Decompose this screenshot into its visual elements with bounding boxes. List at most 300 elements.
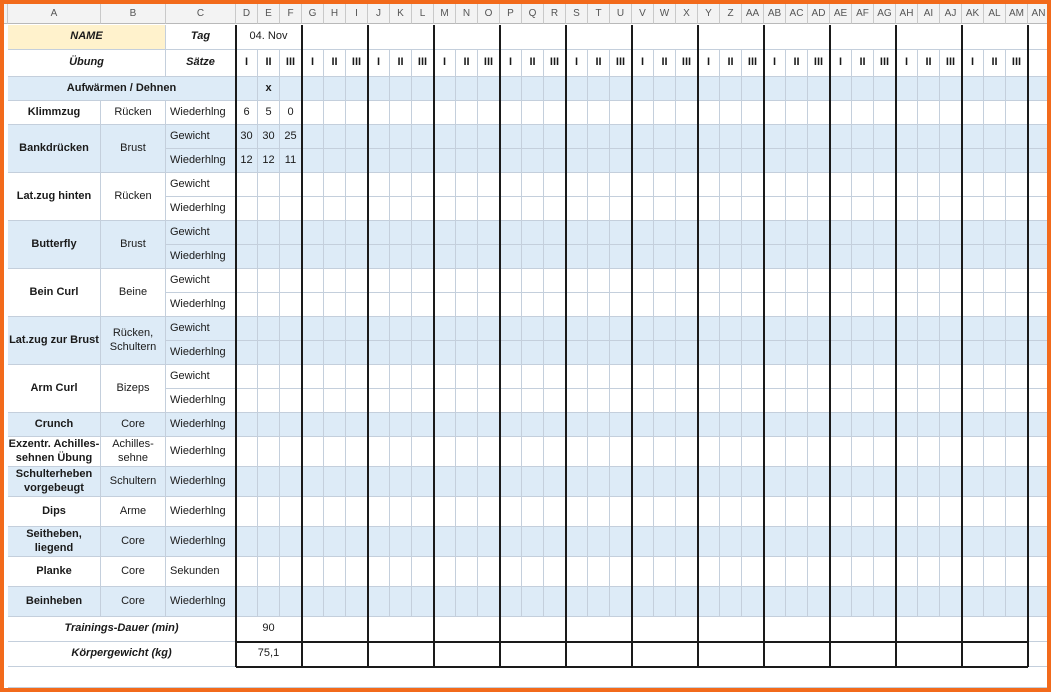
value-cell[interactable] (588, 173, 610, 197)
date-cell-empty[interactable] (830, 25, 896, 50)
value-cell[interactable] (390, 413, 412, 437)
value-cell[interactable] (478, 365, 500, 389)
value-cell[interactable] (236, 293, 258, 317)
value-cell[interactable] (258, 467, 280, 497)
value-cell[interactable] (720, 437, 742, 467)
value-cell[interactable] (412, 293, 434, 317)
value-cell[interactable] (500, 293, 522, 317)
set-header[interactable]: III (874, 50, 896, 77)
value-cell[interactable] (236, 341, 258, 365)
set-header[interactable]: III (742, 50, 764, 77)
set-header[interactable]: III (280, 50, 302, 77)
value-cell[interactable] (940, 173, 962, 197)
value-cell[interactable] (544, 245, 566, 269)
value-cell[interactable] (632, 365, 654, 389)
value-cell[interactable] (434, 527, 456, 557)
set-header[interactable]: II (720, 50, 742, 77)
warmup-cell[interactable] (632, 77, 654, 101)
value-cell[interactable] (984, 317, 1006, 341)
value-cell[interactable] (676, 197, 698, 221)
bodyweight-cell-empty[interactable] (632, 642, 698, 667)
value-cell[interactable] (632, 497, 654, 527)
value-cell[interactable] (610, 245, 632, 269)
value-cell[interactable] (962, 557, 984, 587)
bodyweight-cell-empty[interactable] (302, 642, 368, 667)
value-cell[interactable] (478, 557, 500, 587)
value-cell[interactable] (852, 293, 874, 317)
value-cell[interactable] (522, 149, 544, 173)
value-cell[interactable] (280, 365, 302, 389)
duration-label[interactable]: Trainings-Dauer (min) (8, 617, 236, 642)
value-cell[interactable] (478, 437, 500, 467)
warmup-cell[interactable] (390, 77, 412, 101)
value-cell[interactable] (830, 269, 852, 293)
value-cell[interactable] (940, 269, 962, 293)
column-header[interactable]: AH (896, 4, 918, 24)
value-cell[interactable] (434, 245, 456, 269)
uebung-label[interactable]: Übung (8, 50, 166, 77)
metric-label[interactable]: Wiederhlng (166, 245, 236, 269)
value-cell[interactable] (368, 101, 390, 125)
metric-label[interactable]: Wiederhlng (166, 293, 236, 317)
value-cell[interactable] (764, 221, 786, 245)
value-cell[interactable] (522, 221, 544, 245)
value-cell[interactable] (500, 437, 522, 467)
set-header[interactable]: II (918, 50, 940, 77)
warmup-cell[interactable] (654, 77, 676, 101)
date-cell-empty[interactable] (302, 25, 368, 50)
value-cell[interactable] (940, 293, 962, 317)
column-header[interactable]: H (324, 4, 346, 24)
value-cell[interactable] (918, 221, 940, 245)
value-cell[interactable] (566, 341, 588, 365)
value-cell[interactable] (632, 437, 654, 467)
bodyweight-cell-empty[interactable] (830, 642, 896, 667)
value-cell[interactable] (280, 197, 302, 221)
value-cell[interactable] (654, 467, 676, 497)
exercise-name[interactable]: Butterfly (8, 221, 101, 269)
value-cell[interactable] (918, 437, 940, 467)
value-cell[interactable] (346, 341, 368, 365)
value-cell[interactable] (830, 341, 852, 365)
value-cell[interactable] (302, 149, 324, 173)
exercise-muscle[interactable]: Brust (101, 125, 166, 173)
value-cell[interactable] (676, 317, 698, 341)
value-cell[interactable] (654, 365, 676, 389)
set-header[interactable]: I (302, 50, 324, 77)
value-cell[interactable] (632, 587, 654, 617)
value-cell[interactable] (478, 173, 500, 197)
value-cell[interactable] (830, 497, 852, 527)
value-cell[interactable] (940, 149, 962, 173)
value-cell[interactable] (808, 437, 830, 467)
value-cell[interactable] (874, 437, 896, 467)
warmup-cell[interactable] (852, 77, 874, 101)
value-cell[interactable] (962, 365, 984, 389)
value-cell[interactable] (368, 365, 390, 389)
value-cell[interactable] (1028, 413, 1050, 437)
value-cell[interactable] (478, 389, 500, 413)
value-cell[interactable] (786, 125, 808, 149)
value-cell[interactable] (984, 341, 1006, 365)
column-header[interactable]: AE (830, 4, 852, 24)
value-cell[interactable] (500, 197, 522, 221)
value-cell[interactable] (302, 293, 324, 317)
value-cell[interactable] (588, 317, 610, 341)
value-cell[interactable] (346, 245, 368, 269)
value-cell[interactable] (962, 245, 984, 269)
value-cell[interactable] (830, 197, 852, 221)
exercise-muscle[interactable]: Rücken, Schultern (101, 317, 166, 365)
exercise-muscle[interactable]: Core (101, 413, 166, 437)
warmup-mark[interactable]: x (258, 77, 280, 101)
value-cell[interactable] (984, 497, 1006, 527)
value-cell[interactable] (434, 587, 456, 617)
value-cell[interactable] (676, 221, 698, 245)
value-cell[interactable] (346, 497, 368, 527)
column-header[interactable]: F (280, 4, 302, 24)
value-cell[interactable] (390, 245, 412, 269)
value-cell[interactable] (522, 467, 544, 497)
value-cell[interactable] (522, 173, 544, 197)
value-cell[interactable] (258, 269, 280, 293)
value-cell[interactable] (456, 269, 478, 293)
value-cell[interactable] (742, 149, 764, 173)
value-cell[interactable] (544, 413, 566, 437)
value-cell[interactable] (874, 497, 896, 527)
value-cell[interactable] (1006, 269, 1028, 293)
value-cell[interactable] (808, 317, 830, 341)
value-cell[interactable] (962, 197, 984, 221)
value-cell[interactable] (258, 293, 280, 317)
warmup-cell[interactable] (808, 77, 830, 101)
value-cell[interactable] (280, 467, 302, 497)
value-cell[interactable] (654, 437, 676, 467)
warmup-cell[interactable] (346, 77, 368, 101)
value-cell[interactable] (588, 557, 610, 587)
value-cell[interactable] (610, 197, 632, 221)
value-cell[interactable] (566, 557, 588, 587)
value-cell[interactable] (742, 389, 764, 413)
value-cell[interactable] (588, 149, 610, 173)
value-cell[interactable] (1028, 221, 1050, 245)
value-cell[interactable] (962, 527, 984, 557)
value-cell[interactable] (302, 587, 324, 617)
set-header[interactable]: II (324, 50, 346, 77)
set-header[interactable]: II (390, 50, 412, 77)
value-cell[interactable] (1006, 497, 1028, 527)
warmup-cell[interactable] (676, 77, 698, 101)
value-cell[interactable] (390, 467, 412, 497)
value-cell[interactable] (368, 587, 390, 617)
value-cell[interactable] (962, 413, 984, 437)
value-cell[interactable] (764, 125, 786, 149)
value-cell[interactable] (588, 389, 610, 413)
value-cell[interactable] (1028, 197, 1050, 221)
date-cell[interactable]: 04. Nov (236, 25, 302, 50)
bodyweight-cell-empty[interactable] (368, 642, 434, 667)
value-cell[interactable] (412, 149, 434, 173)
value-cell[interactable] (478, 317, 500, 341)
value-cell[interactable] (610, 341, 632, 365)
value-cell[interactable] (764, 101, 786, 125)
value-cell[interactable] (962, 293, 984, 317)
value-cell[interactable] (1028, 587, 1050, 617)
value-cell[interactable] (566, 221, 588, 245)
value-cell[interactable] (478, 125, 500, 149)
value-cell[interactable] (522, 587, 544, 617)
value-cell[interactable] (544, 341, 566, 365)
column-header[interactable]: V (632, 4, 654, 24)
value-cell[interactable] (346, 437, 368, 467)
value-cell[interactable] (368, 245, 390, 269)
set-header[interactable]: I (830, 50, 852, 77)
value-cell[interactable] (566, 197, 588, 221)
column-header[interactable]: AL (984, 4, 1006, 24)
value-cell[interactable] (500, 557, 522, 587)
value-cell[interactable] (698, 413, 720, 437)
value-cell[interactable] (610, 101, 632, 125)
value-cell[interactable] (522, 557, 544, 587)
value-cell[interactable] (412, 389, 434, 413)
value-cell[interactable] (830, 173, 852, 197)
value-cell[interactable] (984, 587, 1006, 617)
value-cell[interactable] (874, 293, 896, 317)
value-cell[interactable] (830, 527, 852, 557)
value-cell[interactable] (676, 293, 698, 317)
value-cell[interactable] (588, 413, 610, 437)
value-cell[interactable] (324, 437, 346, 467)
value-cell[interactable] (302, 389, 324, 413)
value-cell[interactable] (346, 527, 368, 557)
value-cell[interactable] (500, 269, 522, 293)
value-cell[interactable] (808, 341, 830, 365)
value-cell[interactable] (390, 173, 412, 197)
set-header[interactable]: III (544, 50, 566, 77)
value-cell[interactable] (390, 197, 412, 221)
value-cell[interactable] (390, 269, 412, 293)
warmup-cell[interactable] (302, 77, 324, 101)
value-cell[interactable] (478, 149, 500, 173)
value-cell[interactable] (324, 389, 346, 413)
value-cell[interactable] (346, 587, 368, 617)
value-cell[interactable] (896, 149, 918, 173)
value-cell[interactable] (346, 149, 368, 173)
value-cell[interactable] (852, 317, 874, 341)
value-cell[interactable] (852, 173, 874, 197)
value-cell[interactable] (698, 497, 720, 527)
value-cell[interactable] (566, 497, 588, 527)
value-cell[interactable] (566, 317, 588, 341)
set-header[interactable]: III (1006, 50, 1028, 77)
value-cell[interactable] (1006, 413, 1028, 437)
value-cell[interactable] (720, 365, 742, 389)
metric-label[interactable]: Wiederhlng (166, 527, 236, 557)
exercise-name[interactable]: Bankdrücken (8, 125, 101, 173)
exercise-name[interactable]: Exzentr. Achilles-sehnen Übung (8, 437, 101, 467)
value-cell[interactable] (478, 197, 500, 221)
value-cell[interactable] (390, 497, 412, 527)
value-cell[interactable] (896, 413, 918, 437)
select-all-corner[interactable] (4, 4, 8, 24)
value-cell[interactable] (852, 557, 874, 587)
set-header[interactable]: III (478, 50, 500, 77)
value-cell[interactable] (764, 197, 786, 221)
value-cell[interactable] (522, 341, 544, 365)
value-cell[interactable] (874, 197, 896, 221)
value-cell[interactable] (808, 587, 830, 617)
value-cell[interactable] (412, 437, 434, 467)
duration-cell-empty[interactable] (434, 617, 500, 642)
value-cell[interactable] (786, 557, 808, 587)
value-cell[interactable] (588, 221, 610, 245)
value-cell[interactable] (522, 527, 544, 557)
value-cell[interactable] (544, 587, 566, 617)
value-cell[interactable] (676, 365, 698, 389)
warmup-cell[interactable] (544, 77, 566, 101)
value-cell[interactable] (434, 413, 456, 437)
value-cell[interactable] (434, 173, 456, 197)
value-cell[interactable] (390, 221, 412, 245)
value-cell[interactable] (412, 221, 434, 245)
value-cell[interactable] (984, 269, 1006, 293)
value-cell[interactable] (500, 125, 522, 149)
value-cell[interactable] (544, 437, 566, 467)
value-cell[interactable] (368, 293, 390, 317)
value-cell[interactable] (368, 149, 390, 173)
value-cell[interactable] (1006, 245, 1028, 269)
duration-cell-empty[interactable] (830, 617, 896, 642)
value-cell[interactable] (258, 173, 280, 197)
value-cell[interactable] (280, 497, 302, 527)
value-cell[interactable] (1028, 101, 1050, 125)
value-cell[interactable] (258, 245, 280, 269)
column-header[interactable]: Q (522, 4, 544, 24)
value-cell[interactable] (236, 245, 258, 269)
value-cell[interactable] (720, 197, 742, 221)
value-cell[interactable] (324, 101, 346, 125)
column-header[interactable]: O (478, 4, 500, 24)
value-cell[interactable] (764, 173, 786, 197)
value-cell[interactable] (588, 245, 610, 269)
value-cell[interactable] (500, 317, 522, 341)
value-cell[interactable] (830, 437, 852, 467)
bodyweight-cell-empty[interactable] (566, 642, 632, 667)
value-cell[interactable] (302, 269, 324, 293)
value-cell[interactable] (698, 269, 720, 293)
value-cell[interactable]: 11 (280, 149, 302, 173)
bodyweight-value[interactable]: 75,1 (236, 642, 302, 667)
value-cell[interactable] (940, 101, 962, 125)
value-cell[interactable] (1006, 587, 1028, 617)
value-cell[interactable] (236, 365, 258, 389)
value-cell[interactable] (544, 269, 566, 293)
value-cell[interactable] (852, 467, 874, 497)
value-cell[interactable] (742, 437, 764, 467)
value-cell[interactable] (698, 221, 720, 245)
value-cell[interactable] (1028, 245, 1050, 269)
value-cell[interactable] (830, 413, 852, 437)
metric-label[interactable]: Wiederhlng (166, 497, 236, 527)
value-cell[interactable]: 25 (280, 125, 302, 149)
value-cell[interactable] (896, 101, 918, 125)
value-cell[interactable] (918, 197, 940, 221)
value-cell[interactable] (742, 197, 764, 221)
exercise-muscle[interactable]: Rücken (101, 173, 166, 221)
warmup-cell[interactable] (1006, 77, 1028, 101)
exercise-muscle[interactable]: Schultern (101, 467, 166, 497)
column-header[interactable]: AA (742, 4, 764, 24)
value-cell[interactable] (456, 341, 478, 365)
value-cell[interactable] (258, 389, 280, 413)
value-cell[interactable] (698, 587, 720, 617)
metric-label[interactable]: Wiederhlng (166, 413, 236, 437)
value-cell[interactable] (786, 317, 808, 341)
set-header[interactable]: I (236, 50, 258, 77)
value-cell[interactable] (1028, 527, 1050, 557)
exercise-name[interactable]: Lat.zug zur Brust (8, 317, 101, 365)
value-cell[interactable] (500, 173, 522, 197)
value-cell[interactable] (324, 317, 346, 341)
value-cell[interactable]: 12 (258, 149, 280, 173)
value-cell[interactable] (698, 125, 720, 149)
column-header[interactable]: M (434, 4, 456, 24)
value-cell[interactable] (1028, 173, 1050, 197)
value-cell[interactable] (1006, 221, 1028, 245)
value-cell[interactable] (456, 389, 478, 413)
value-cell[interactable]: 30 (236, 125, 258, 149)
value-cell[interactable] (632, 557, 654, 587)
value-cell[interactable] (434, 317, 456, 341)
value-cell[interactable] (588, 365, 610, 389)
value-cell[interactable]: 6 (236, 101, 258, 125)
value-cell[interactable] (698, 467, 720, 497)
value-cell[interactable] (962, 101, 984, 125)
column-header[interactable]: E (258, 4, 280, 24)
value-cell[interactable] (456, 557, 478, 587)
set-header[interactable]: III (346, 50, 368, 77)
value-cell[interactable] (962, 467, 984, 497)
value-cell[interactable] (500, 245, 522, 269)
value-cell[interactable] (940, 197, 962, 221)
value-cell[interactable] (896, 587, 918, 617)
value-cell[interactable] (566, 293, 588, 317)
value-cell[interactable] (830, 149, 852, 173)
value-cell[interactable] (346, 317, 368, 341)
warmup-cell[interactable] (698, 77, 720, 101)
value-cell[interactable] (962, 221, 984, 245)
value-cell[interactable] (676, 557, 698, 587)
value-cell[interactable] (632, 389, 654, 413)
value-cell[interactable] (302, 497, 324, 527)
column-header[interactable]: AI (918, 4, 940, 24)
value-cell[interactable] (478, 269, 500, 293)
value-cell[interactable] (1006, 197, 1028, 221)
column-header[interactable]: AB (764, 4, 786, 24)
column-header[interactable]: I (346, 4, 368, 24)
metric-label[interactable]: Gewicht (166, 365, 236, 389)
value-cell[interactable] (390, 437, 412, 467)
value-cell[interactable] (280, 317, 302, 341)
value-cell[interactable] (236, 197, 258, 221)
value-cell[interactable] (434, 125, 456, 149)
value-cell[interactable] (610, 317, 632, 341)
warmup-cell[interactable] (742, 77, 764, 101)
value-cell[interactable] (918, 149, 940, 173)
value-cell[interactable] (456, 317, 478, 341)
set-header[interactable]: III (940, 50, 962, 77)
value-cell[interactable] (368, 197, 390, 221)
